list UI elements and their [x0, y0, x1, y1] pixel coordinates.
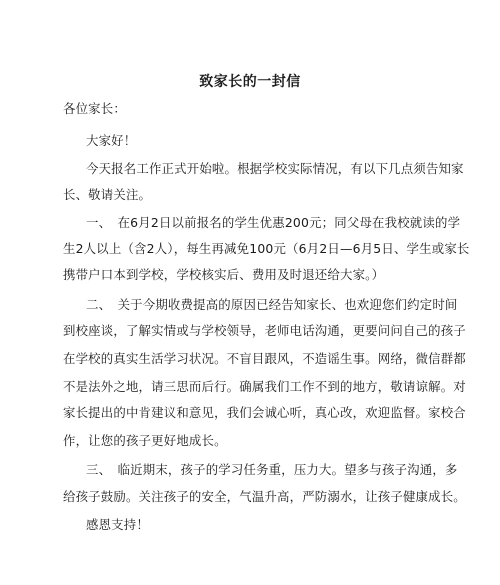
point-2-line-2: 到校座谈，了解实情或与学校领导，老师电话沟通，更要问问自己的孩子: [63, 323, 466, 338]
greeting: 大家好！: [86, 133, 137, 148]
point-2-line-4: 不是法外之地，请三思而后行。确属我们工作不到的地方，敬请谅解。对: [63, 379, 466, 394]
point-2-line-6: 作，让您的孩子更好地成长。: [63, 433, 227, 448]
salutation: 各位家长：: [63, 101, 126, 116]
point-3-line-2: 给孩子鼓励。关注孩子的安全，气温升高，严防溺水，让孩子健康成长。: [63, 489, 466, 504]
point-1-line-1: 一、 在6月2日以前报名的学生优惠200元；同父母在我校就读的学: [86, 215, 461, 230]
point-3-line-1: 三、 临近期末，孩子的学习任务重，压力大。望多与孩子沟通，多: [86, 462, 458, 477]
point-2-line-1: 二、 关于今期收费提高的原因已经告知家长、也欢迎您们约定时间: [86, 297, 458, 312]
point-2-line-5: 家长提出的中肯建议和意见，我们会诚心听，真心改，欢迎监督。家校合: [63, 405, 466, 420]
closing: 感恩支持！: [86, 517, 149, 532]
intro-line-1: 今天报名工作正式开始啦。根据学校实际情况，有以下几点须告知家: [86, 161, 464, 176]
point-1-line-3: 携带户口本到学校，学校核实后、费用及时退还给大家。）: [63, 267, 385, 282]
point-1-line-2: 生2人以上（含2人），每生再减免100元（6月2日—6月5日、学生或家长: [63, 241, 470, 256]
point-2-line-3: 在学校的真实生活学习状况。不盲目跟风，不造谣生事。网络，微信群都: [63, 351, 466, 366]
letter-title: 致家长的一封信: [199, 74, 301, 90]
intro-line-2: 长、敬请关注。: [63, 187, 152, 202]
